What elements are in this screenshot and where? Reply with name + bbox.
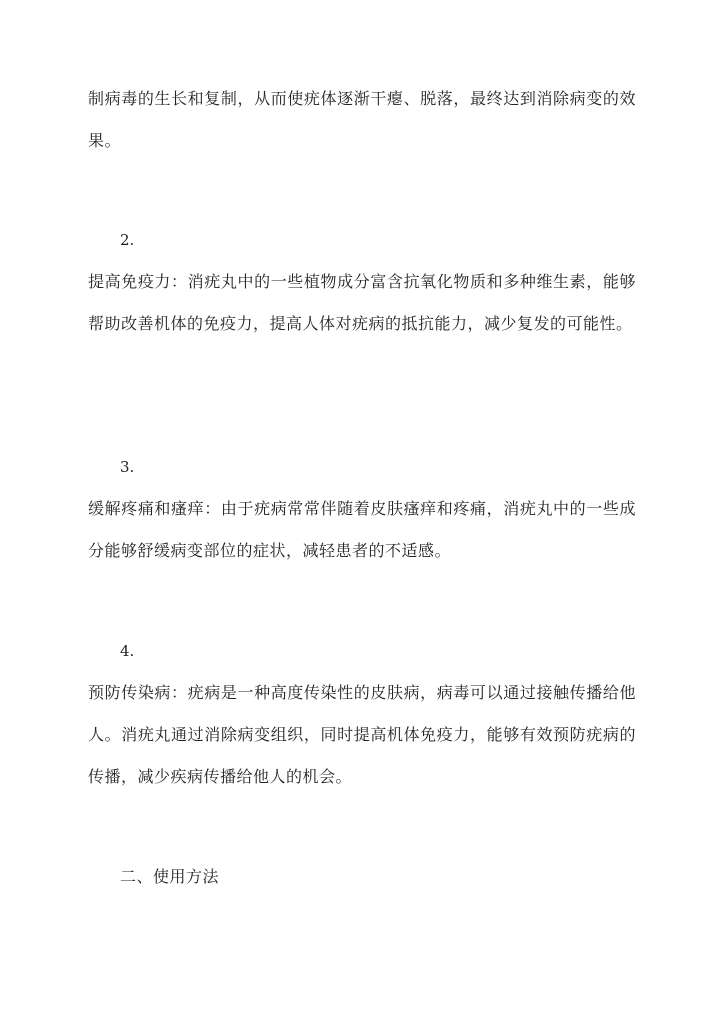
item-text-3: 缓解疼痛和瘙痒：由于疣病常常伴随着皮肤瘙痒和疼痛，消疣丸中的一些成分能够舒缓病变部位的症状，减轻患者的不适感。 bbox=[88, 499, 636, 560]
item-number-2: 2. bbox=[120, 231, 135, 249]
item-text-2: 提高免疫力：消疣丸中的一些植物成分富含抗氧化物质和多种维生素，能够帮助改善机体的免疫力，提高人体对疣病的抵抗能力，减少复发的可能性。 bbox=[88, 272, 636, 333]
section-heading: 二、使用方法 bbox=[120, 867, 220, 886]
item-number-3: 3. bbox=[120, 458, 135, 476]
item-number-4: 4. bbox=[120, 642, 135, 660]
continuation-paragraph: 制病毒的生长和复制，从而使疣体逐渐干瘪、脱落，最终达到消除病变的效果。 bbox=[88, 89, 636, 150]
item-text-4: 预防传染病：疣病是一种高度传染性的皮肤病，病毒可以通过接触传播给他人。消疣丸通过消除病变组织，同时提高机体免疫力，能够有效预防疣病的传播，减少疾病传播给他人的机会。 bbox=[88, 683, 636, 786]
